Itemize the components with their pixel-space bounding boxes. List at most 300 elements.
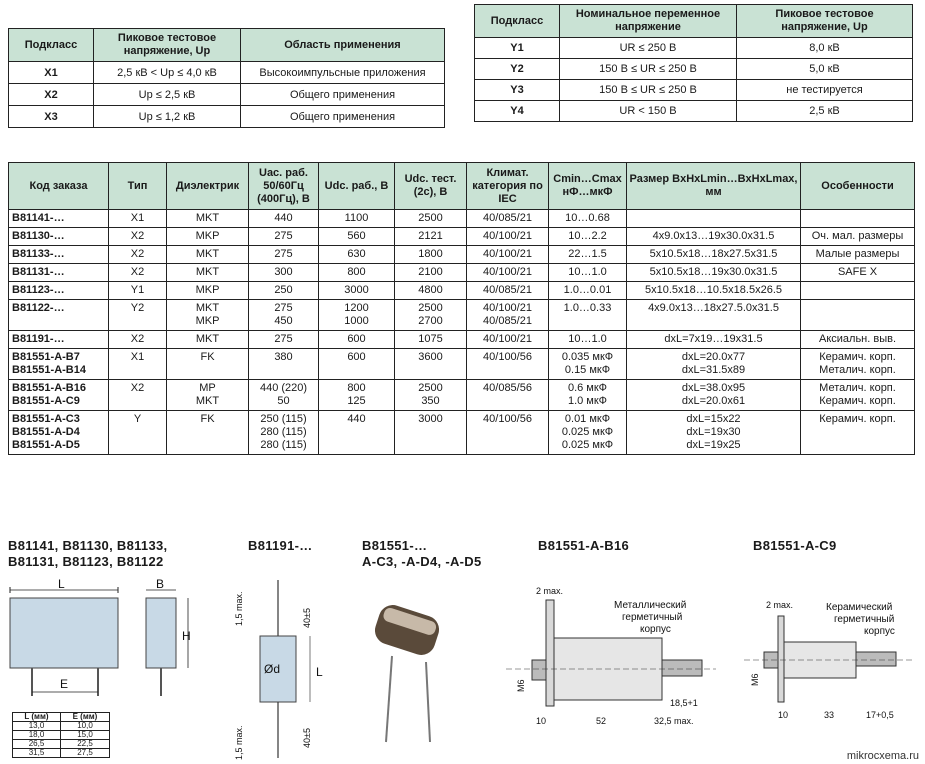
table-cell bbox=[801, 210, 915, 228]
table-cell bbox=[395, 246, 467, 264]
cell-line: 3000 bbox=[344, 284, 369, 296]
note-line: герметичный bbox=[622, 612, 683, 623]
cell-line: Оч. мал. размеры bbox=[811, 230, 904, 242]
table-cell: 26,5 bbox=[13, 740, 61, 749]
drawing-title-c9 bbox=[753, 538, 837, 554]
cell-line: B81551-A-B14 bbox=[12, 364, 86, 376]
cell-line: B81131-… bbox=[12, 266, 65, 278]
label-top-lead: 1,5 max. bbox=[234, 591, 244, 626]
cell-line: X2 bbox=[130, 248, 145, 260]
table-cell bbox=[467, 331, 549, 349]
table-cell bbox=[549, 210, 627, 228]
table-cell bbox=[801, 282, 915, 300]
table-cell: не тестируется bbox=[737, 80, 913, 101]
table-cell: 22,5 bbox=[61, 740, 110, 749]
table-cell: 150 В ≤ UR ≤ 250 В bbox=[560, 80, 737, 101]
table-cell bbox=[467, 282, 549, 300]
table-cell bbox=[109, 246, 167, 264]
table-cell bbox=[9, 349, 109, 380]
table-cell bbox=[249, 210, 319, 228]
title-line: B81191-… bbox=[248, 538, 313, 553]
table-cell bbox=[801, 349, 915, 380]
table-cell bbox=[167, 282, 249, 300]
table-cell: Up ≤ 1,2 кВ bbox=[94, 106, 241, 128]
cell-line: B81551-A-C9 bbox=[12, 395, 80, 407]
table-cell bbox=[319, 331, 395, 349]
cell-line: MP bbox=[199, 382, 216, 394]
table-cell bbox=[549, 282, 627, 300]
header-cell: Подкласс bbox=[9, 29, 94, 62]
table-cell bbox=[467, 228, 549, 246]
drawing-title-b16 bbox=[538, 538, 629, 554]
cell-line: 2700 bbox=[418, 315, 443, 327]
cell-line: 5x10.5x18…18x27.5x31.5 bbox=[649, 248, 778, 260]
table-row bbox=[9, 84, 445, 106]
table-cell bbox=[9, 246, 109, 264]
cell-line: Керамич. корп. bbox=[819, 395, 896, 407]
table-cell bbox=[395, 380, 467, 411]
table-cell bbox=[249, 411, 319, 455]
table-row bbox=[475, 101, 913, 122]
cell-line: X2 bbox=[130, 382, 145, 394]
table-cell bbox=[109, 349, 167, 380]
cell-line: 1.0…0.33 bbox=[563, 302, 612, 314]
table-cell bbox=[167, 228, 249, 246]
table-cell bbox=[319, 210, 395, 228]
cell-line: 1200 bbox=[344, 302, 369, 314]
cell-line: dxL=31.5x89 bbox=[681, 364, 746, 376]
table-cell bbox=[9, 228, 109, 246]
table-row bbox=[9, 331, 915, 349]
b16-capacitor-drawing bbox=[506, 580, 716, 730]
table-cell bbox=[109, 380, 167, 411]
table-cell bbox=[9, 210, 109, 228]
table-cell: Общего применения bbox=[241, 106, 445, 128]
watermark: mikrocxema.ru bbox=[846, 750, 919, 762]
table-cell bbox=[9, 264, 109, 282]
cell-line: 3000 bbox=[418, 413, 443, 425]
title-line: B81551-A-B16 bbox=[538, 538, 630, 553]
table-cell bbox=[801, 380, 915, 411]
header-cell: Cmin…Cmax нФ…мкФ bbox=[549, 163, 627, 210]
cell-line: Металич. корп. bbox=[819, 364, 896, 376]
cell-line: B81122-… bbox=[12, 302, 65, 314]
table-cell bbox=[319, 282, 395, 300]
table-cell: X1 bbox=[9, 62, 94, 84]
cell-line: Аксиальн. выв. bbox=[818, 333, 897, 345]
axial-capacitor-drawing bbox=[230, 576, 340, 762]
note-line: Керамический bbox=[826, 602, 893, 613]
table-cell bbox=[549, 380, 627, 411]
table-cell: 13,0 bbox=[13, 722, 61, 731]
cell-line: B81123-… bbox=[12, 284, 65, 296]
table-cell bbox=[627, 331, 801, 349]
table-row bbox=[9, 380, 915, 411]
cell-line: 22…1.5 bbox=[568, 248, 607, 260]
cell-line: 2500 bbox=[418, 302, 443, 314]
dimension-table-header bbox=[13, 713, 110, 722]
capacitor-table-header bbox=[9, 163, 915, 210]
cell-line: 440 (220) bbox=[259, 382, 308, 394]
header-cell: L (мм) bbox=[13, 713, 61, 722]
table-row bbox=[475, 80, 913, 101]
table-cell: 10,0 bbox=[61, 722, 110, 731]
table-cell: X3 bbox=[9, 106, 94, 128]
table-cell bbox=[319, 411, 395, 455]
table-cell bbox=[549, 411, 627, 455]
table-row bbox=[9, 228, 915, 246]
table-cell: 2,5 кВ bbox=[737, 101, 913, 122]
title-line: B81551-… bbox=[362, 538, 428, 553]
cell-line: 350 bbox=[421, 395, 440, 407]
cell-line: 2121 bbox=[418, 230, 443, 242]
cell-line: 1800 bbox=[418, 248, 443, 260]
table-cell: Up ≤ 2,5 кВ bbox=[94, 84, 241, 106]
table-cell bbox=[627, 411, 801, 455]
cell-line: 1100 bbox=[344, 212, 369, 224]
table-cell bbox=[109, 282, 167, 300]
table-cell bbox=[9, 300, 109, 331]
table-cell: Общего применения bbox=[241, 84, 445, 106]
dim-label: 32,5 max. bbox=[654, 716, 694, 726]
label-H: H bbox=[182, 629, 191, 643]
dim-label: 52 bbox=[596, 716, 607, 726]
table-cell bbox=[549, 349, 627, 380]
box-capacitor-drawing bbox=[6, 578, 206, 708]
cell-line: B81141-… bbox=[12, 212, 65, 224]
cell-line: 0.01 мкФ bbox=[564, 413, 611, 425]
cell-line: 4x9.0x13…18x27.5.0x31.5 bbox=[648, 302, 779, 314]
table-cell bbox=[395, 210, 467, 228]
cell-line: 40/085/21 bbox=[483, 212, 532, 224]
cell-line: 3600 bbox=[418, 351, 443, 363]
table-cell bbox=[319, 264, 395, 282]
cell-line: X2 bbox=[130, 266, 145, 278]
subclass-y-header bbox=[475, 5, 913, 38]
table-cell bbox=[801, 246, 915, 264]
cell-line: X2 bbox=[130, 333, 145, 345]
subclass-x-header bbox=[9, 29, 445, 62]
cell-line: MKP bbox=[195, 284, 220, 296]
table-row bbox=[9, 210, 915, 228]
cell-line: MKT bbox=[195, 248, 220, 260]
table-cell bbox=[549, 264, 627, 282]
table-cell bbox=[395, 228, 467, 246]
title-line: A-C3, -A-D4, -A-D5 bbox=[362, 554, 482, 569]
table-cell bbox=[167, 411, 249, 455]
title-line: B81141, B81130, B81133, bbox=[8, 538, 168, 553]
table-cell bbox=[249, 331, 319, 349]
table-cell bbox=[109, 228, 167, 246]
header-cell: Область применения bbox=[241, 29, 445, 62]
cell-line: 1.0 мкФ bbox=[567, 395, 608, 407]
cell-line: 50 bbox=[277, 395, 290, 407]
table-row bbox=[9, 246, 915, 264]
cell-line: MKT bbox=[195, 266, 220, 278]
cell-line: MKT bbox=[195, 333, 220, 345]
table-cell bbox=[9, 331, 109, 349]
table-cell: X2 bbox=[9, 84, 94, 106]
table-cell bbox=[801, 300, 915, 331]
header-cell: Подкласс bbox=[475, 5, 560, 38]
label-L: L bbox=[58, 578, 65, 591]
table-cell bbox=[549, 331, 627, 349]
table-cell bbox=[249, 228, 319, 246]
cell-line: 5x10.5x18…10.5x18.5x26.5 bbox=[645, 284, 782, 296]
cell-line: B81551-A-C3 bbox=[12, 413, 80, 425]
table-cell bbox=[109, 264, 167, 282]
cell-line: 4x9.0x13…19x30.0x31.5 bbox=[652, 230, 775, 242]
table-cell bbox=[395, 300, 467, 331]
cell-line: 40/100/56 bbox=[483, 413, 532, 425]
table-cell bbox=[395, 411, 467, 455]
table-cell bbox=[627, 349, 801, 380]
table-cell bbox=[627, 210, 801, 228]
cell-line: B81551-A-B7 bbox=[12, 351, 80, 363]
table-cell bbox=[167, 264, 249, 282]
table-row bbox=[9, 411, 915, 455]
table-row bbox=[9, 62, 445, 84]
cell-line: dxL=19x30 bbox=[686, 426, 741, 438]
cell-line: 600 bbox=[347, 351, 366, 363]
label-bottom-length: 40±5 bbox=[302, 728, 312, 748]
header-cell: Udc. тест. (2с), В bbox=[395, 163, 467, 210]
cell-line: 0.035 мкФ bbox=[561, 351, 614, 363]
cell-line: 1075 bbox=[418, 333, 443, 345]
drawing-title-standard bbox=[8, 538, 167, 570]
table-cell bbox=[467, 264, 549, 282]
table-cell bbox=[395, 282, 467, 300]
table-row bbox=[9, 300, 915, 331]
table-cell bbox=[319, 300, 395, 331]
table-cell bbox=[627, 282, 801, 300]
table-cell bbox=[467, 349, 549, 380]
table-row bbox=[9, 282, 915, 300]
c9-capacitor-drawing bbox=[744, 594, 914, 730]
cell-line: MKT bbox=[195, 212, 220, 224]
table-cell bbox=[167, 380, 249, 411]
dim-label: 10 bbox=[536, 716, 547, 726]
cell-line: B81551-A-D5 bbox=[12, 439, 80, 451]
table-cell: UR ≤ 250 В bbox=[560, 38, 737, 59]
table-cell bbox=[801, 228, 915, 246]
subclass-y-table bbox=[474, 4, 913, 122]
subclass-x-table bbox=[8, 28, 445, 128]
table-cell: 8,0 кВ bbox=[737, 38, 913, 59]
cell-line: 380 bbox=[274, 351, 293, 363]
cell-line: 440 bbox=[274, 212, 293, 224]
cell-line: X1 bbox=[130, 212, 145, 224]
table-row bbox=[475, 59, 913, 80]
table-cell bbox=[467, 246, 549, 264]
cell-line: 440 bbox=[347, 413, 366, 425]
table-cell bbox=[109, 411, 167, 455]
table-cell bbox=[319, 246, 395, 264]
table-cell bbox=[801, 264, 915, 282]
table-cell bbox=[627, 300, 801, 331]
table-cell bbox=[167, 210, 249, 228]
table-cell bbox=[467, 210, 549, 228]
header-cell: Пиковое тестовое напряжение, Up bbox=[737, 5, 913, 38]
table-row bbox=[9, 106, 445, 128]
cell-line: B81191-… bbox=[12, 333, 65, 345]
cell-line: 280 (115) bbox=[260, 426, 307, 438]
header-cell: Пиковое тестовое напряжение, Up bbox=[94, 29, 241, 62]
table-cell bbox=[395, 264, 467, 282]
table-cell bbox=[319, 228, 395, 246]
header-cell: Код заказа bbox=[9, 163, 109, 210]
cell-line: dxL=7x19…19x31.5 bbox=[664, 333, 763, 345]
table-cell: 31,5 bbox=[13, 749, 61, 758]
cell-line: 800 bbox=[347, 266, 366, 278]
table-cell bbox=[395, 331, 467, 349]
note-line: корпус bbox=[640, 624, 671, 635]
cell-line: SAFE X bbox=[837, 266, 878, 278]
cell-line: MKT bbox=[195, 395, 220, 407]
table-cell bbox=[167, 331, 249, 349]
table-cell: 150 В ≤ UR ≤ 250 В bbox=[560, 59, 737, 80]
cell-line: B81133-… bbox=[12, 248, 65, 260]
cell-line: 5x10.5x18…19x30.0x31.5 bbox=[649, 266, 778, 278]
table-cell: UR < 150 В bbox=[560, 101, 737, 122]
title-line: B81131, B81123, B81122 bbox=[8, 554, 164, 569]
cell-line: 275 bbox=[274, 302, 293, 314]
cell-line: 40/100/21 bbox=[483, 230, 532, 242]
table-row bbox=[13, 749, 110, 758]
header-cell: Особенности bbox=[801, 163, 915, 210]
header-cell: Номинальное переменное напряжение bbox=[560, 5, 737, 38]
table-cell: Y1 bbox=[475, 38, 560, 59]
cell-line: Y2 bbox=[130, 302, 145, 314]
table-cell bbox=[249, 300, 319, 331]
cell-line: 40/085/21 bbox=[483, 315, 532, 327]
table-cell bbox=[9, 411, 109, 455]
table-row bbox=[9, 349, 915, 380]
table-cell: Y2 bbox=[475, 59, 560, 80]
cell-line: 2500 bbox=[418, 212, 443, 224]
table-cell bbox=[395, 349, 467, 380]
label-bottom-lead: 1,5 max. bbox=[234, 725, 244, 760]
cell-line: 40/100/21 bbox=[483, 302, 532, 314]
table-cell bbox=[109, 210, 167, 228]
header-cell: Диэлектрик bbox=[167, 163, 249, 210]
table-cell bbox=[549, 246, 627, 264]
cell-line: 10…2.2 bbox=[568, 230, 607, 242]
table-row bbox=[13, 722, 110, 731]
table-cell bbox=[627, 264, 801, 282]
table-cell bbox=[627, 228, 801, 246]
cell-line: 560 bbox=[347, 230, 366, 242]
cell-line: dxL=38.0x95 bbox=[681, 382, 746, 394]
cell-line: 250 bbox=[274, 284, 293, 296]
cell-line: 450 bbox=[274, 315, 293, 327]
cell-line: 0.025 мкФ bbox=[561, 426, 614, 438]
cell-line: 125 bbox=[347, 395, 366, 407]
table-cell: 15,0 bbox=[61, 731, 110, 740]
table-cell bbox=[109, 331, 167, 349]
table-cell bbox=[249, 349, 319, 380]
table-row bbox=[13, 731, 110, 740]
dimension-table bbox=[12, 712, 110, 758]
cell-line: 800 bbox=[347, 382, 366, 394]
header-cell: Тип bbox=[109, 163, 167, 210]
cell-line: 4800 bbox=[418, 284, 443, 296]
cell-line: B81130-… bbox=[12, 230, 65, 242]
cell-line: Металич. корп. bbox=[819, 382, 896, 394]
cell-line: Y bbox=[133, 413, 142, 425]
table-cell: Высокоимпульсные приложения bbox=[241, 62, 445, 84]
table-cell bbox=[549, 300, 627, 331]
cell-line: B81551-A-B16 bbox=[12, 382, 86, 394]
label-m6: M6 bbox=[516, 679, 526, 692]
cell-line: 10…0.68 bbox=[565, 212, 610, 224]
cell-line: X1 bbox=[130, 351, 145, 363]
drawing-title-ceramic-disc bbox=[362, 538, 482, 570]
note-line: герметичный bbox=[834, 614, 895, 625]
table-cell bbox=[467, 300, 549, 331]
table-cell bbox=[467, 411, 549, 455]
cell-line: 40/085/56 bbox=[483, 382, 532, 394]
table-cell bbox=[319, 380, 395, 411]
label-max: 2 max. bbox=[536, 586, 564, 596]
cell-line: 275 bbox=[274, 230, 293, 242]
cell-line: 40/085/21 bbox=[483, 284, 532, 296]
cell-line: 40/100/56 bbox=[483, 351, 532, 363]
label-B: B bbox=[156, 578, 165, 591]
table-cell bbox=[801, 411, 915, 455]
cell-line: 0.15 мкФ bbox=[564, 364, 611, 376]
drawing-title-axial bbox=[248, 538, 313, 554]
label-top-length: 40±5 bbox=[302, 608, 312, 628]
cell-line: dxL=15x22 bbox=[686, 413, 741, 425]
header-cell: Uac. раб. 50/60Гц (400Гц), В bbox=[249, 163, 319, 210]
table-cell bbox=[549, 228, 627, 246]
title-line: B81551-A-C9 bbox=[753, 538, 837, 553]
cell-line: 40/100/21 bbox=[483, 333, 532, 345]
cell-line: 2100 bbox=[418, 266, 443, 278]
table-cell bbox=[109, 300, 167, 331]
table-cell bbox=[249, 246, 319, 264]
table-cell bbox=[627, 246, 801, 264]
cell-line: 250 (115) bbox=[260, 413, 307, 425]
cell-line: X2 bbox=[130, 230, 145, 242]
table-cell bbox=[627, 380, 801, 411]
cell-line: 2500 bbox=[418, 382, 443, 394]
cell-line: 600 bbox=[347, 333, 366, 345]
cell-line: 40/100/21 bbox=[483, 248, 532, 260]
table-cell: Y3 bbox=[475, 80, 560, 101]
table-cell: 27,5 bbox=[61, 749, 110, 758]
table-cell bbox=[9, 282, 109, 300]
cell-line: 300 bbox=[274, 266, 293, 278]
table-cell bbox=[319, 349, 395, 380]
table-cell bbox=[167, 246, 249, 264]
cell-line: 0.6 мкФ bbox=[567, 382, 608, 394]
table-row bbox=[9, 264, 915, 282]
label-max: 2 max. bbox=[766, 600, 794, 610]
dim-label: 33 bbox=[824, 710, 835, 720]
cell-line: 10…1.0 bbox=[568, 333, 607, 345]
label-E: E bbox=[60, 677, 69, 691]
cell-line: 1.0…0.01 bbox=[563, 284, 612, 296]
dim-label: 10 bbox=[778, 710, 789, 720]
table-cell bbox=[167, 300, 249, 331]
cell-line: Керамич. корп. bbox=[819, 413, 896, 425]
cell-line: 40/100/21 bbox=[483, 266, 532, 278]
cell-line: MKP bbox=[195, 230, 220, 242]
cell-line: dxL=20.0x77 bbox=[681, 351, 746, 363]
table-cell bbox=[249, 380, 319, 411]
